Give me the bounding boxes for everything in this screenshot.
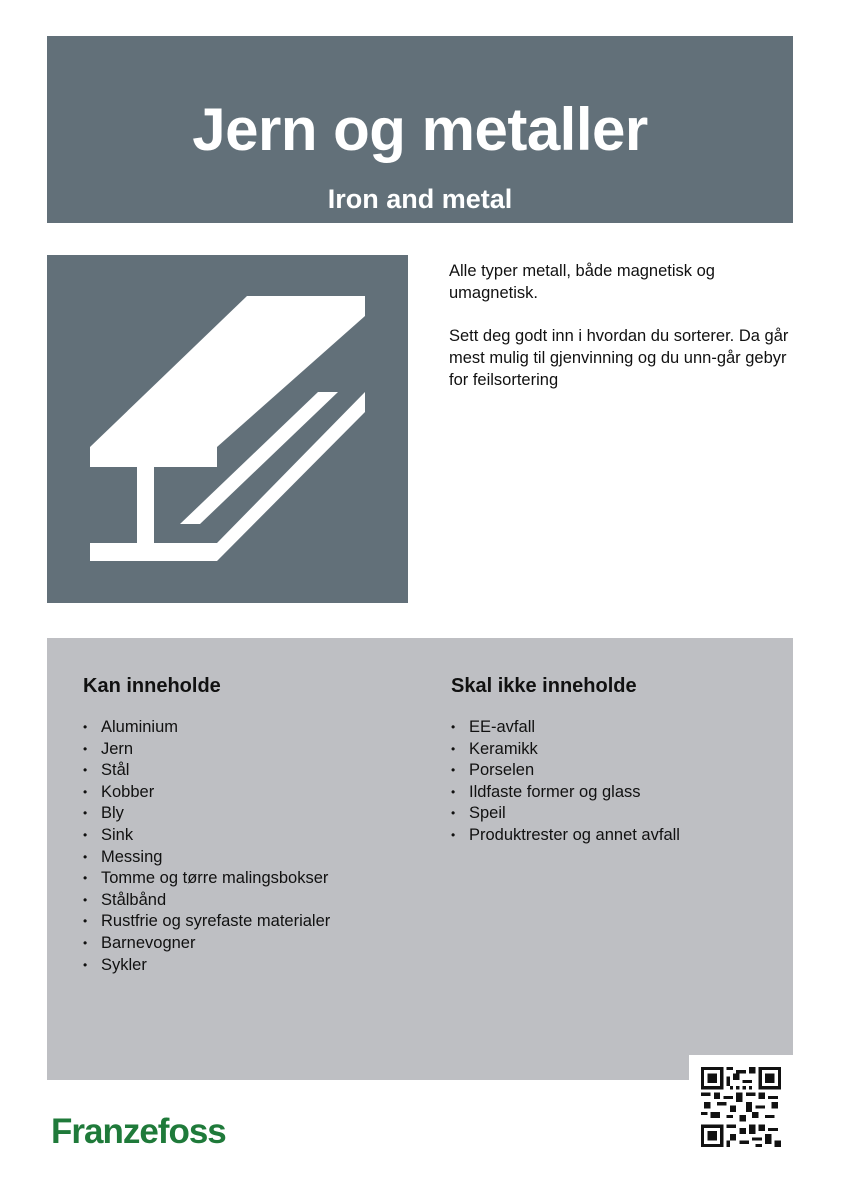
must-not-contain-heading: Skal ikke inneholde [451, 675, 637, 697]
can-contain-column [83, 674, 423, 976]
list-item: • Barnevogner [83, 933, 423, 955]
list-item: • Kobber [83, 782, 423, 804]
list-item: • Keramikk [451, 739, 791, 761]
list-item: • Sink [83, 825, 423, 847]
list-item: • Stål [83, 760, 423, 782]
can-contain-heading: Kan inneholde [83, 675, 221, 697]
steel-beam-icon [47, 255, 408, 603]
description-paragraph-1: Alle typer metall, både magnetisk og umagnetisk. [449, 262, 715, 302]
list-item: • Speil [451, 803, 791, 825]
list-item: • Stålbånd [83, 890, 423, 912]
page-title: Jern og metaller [192, 96, 648, 163]
must-not-contain-list [451, 717, 791, 847]
header-banner [47, 36, 793, 223]
must-not-contain-column [451, 674, 791, 847]
franzefoss-logo: Franzefoss [51, 1112, 226, 1151]
list-item: • Produktrester og annet avfall [451, 825, 791, 847]
list-item: • Aluminium [83, 717, 423, 739]
list-item: • Jern [83, 739, 423, 761]
list-item: • Rustfrie og syrefaste materialer [83, 911, 423, 933]
qr-code-icon[interactable] [689, 1055, 793, 1159]
description-text [449, 261, 794, 413]
list-item: • Bly [83, 803, 423, 825]
list-item: • Ildfaste former og glass [451, 782, 791, 804]
list-item: • Messing [83, 847, 423, 869]
description-paragraph-2: Sett deg godt inn i hvordan du sorterer. Da går mest mulig til gjenvinning og du unn-går gebyr for feilsortering [449, 327, 789, 389]
list-item: • Sykler [83, 955, 423, 977]
list-item: • Porselen [451, 760, 791, 782]
list-item: • EE-avfall [451, 717, 791, 739]
page-subtitle: Iron and metal [327, 184, 513, 214]
sorting-lists-panel [47, 638, 793, 1080]
can-contain-list [83, 717, 423, 976]
list-item: • Tomme og tørre malingsbokser [83, 868, 423, 890]
